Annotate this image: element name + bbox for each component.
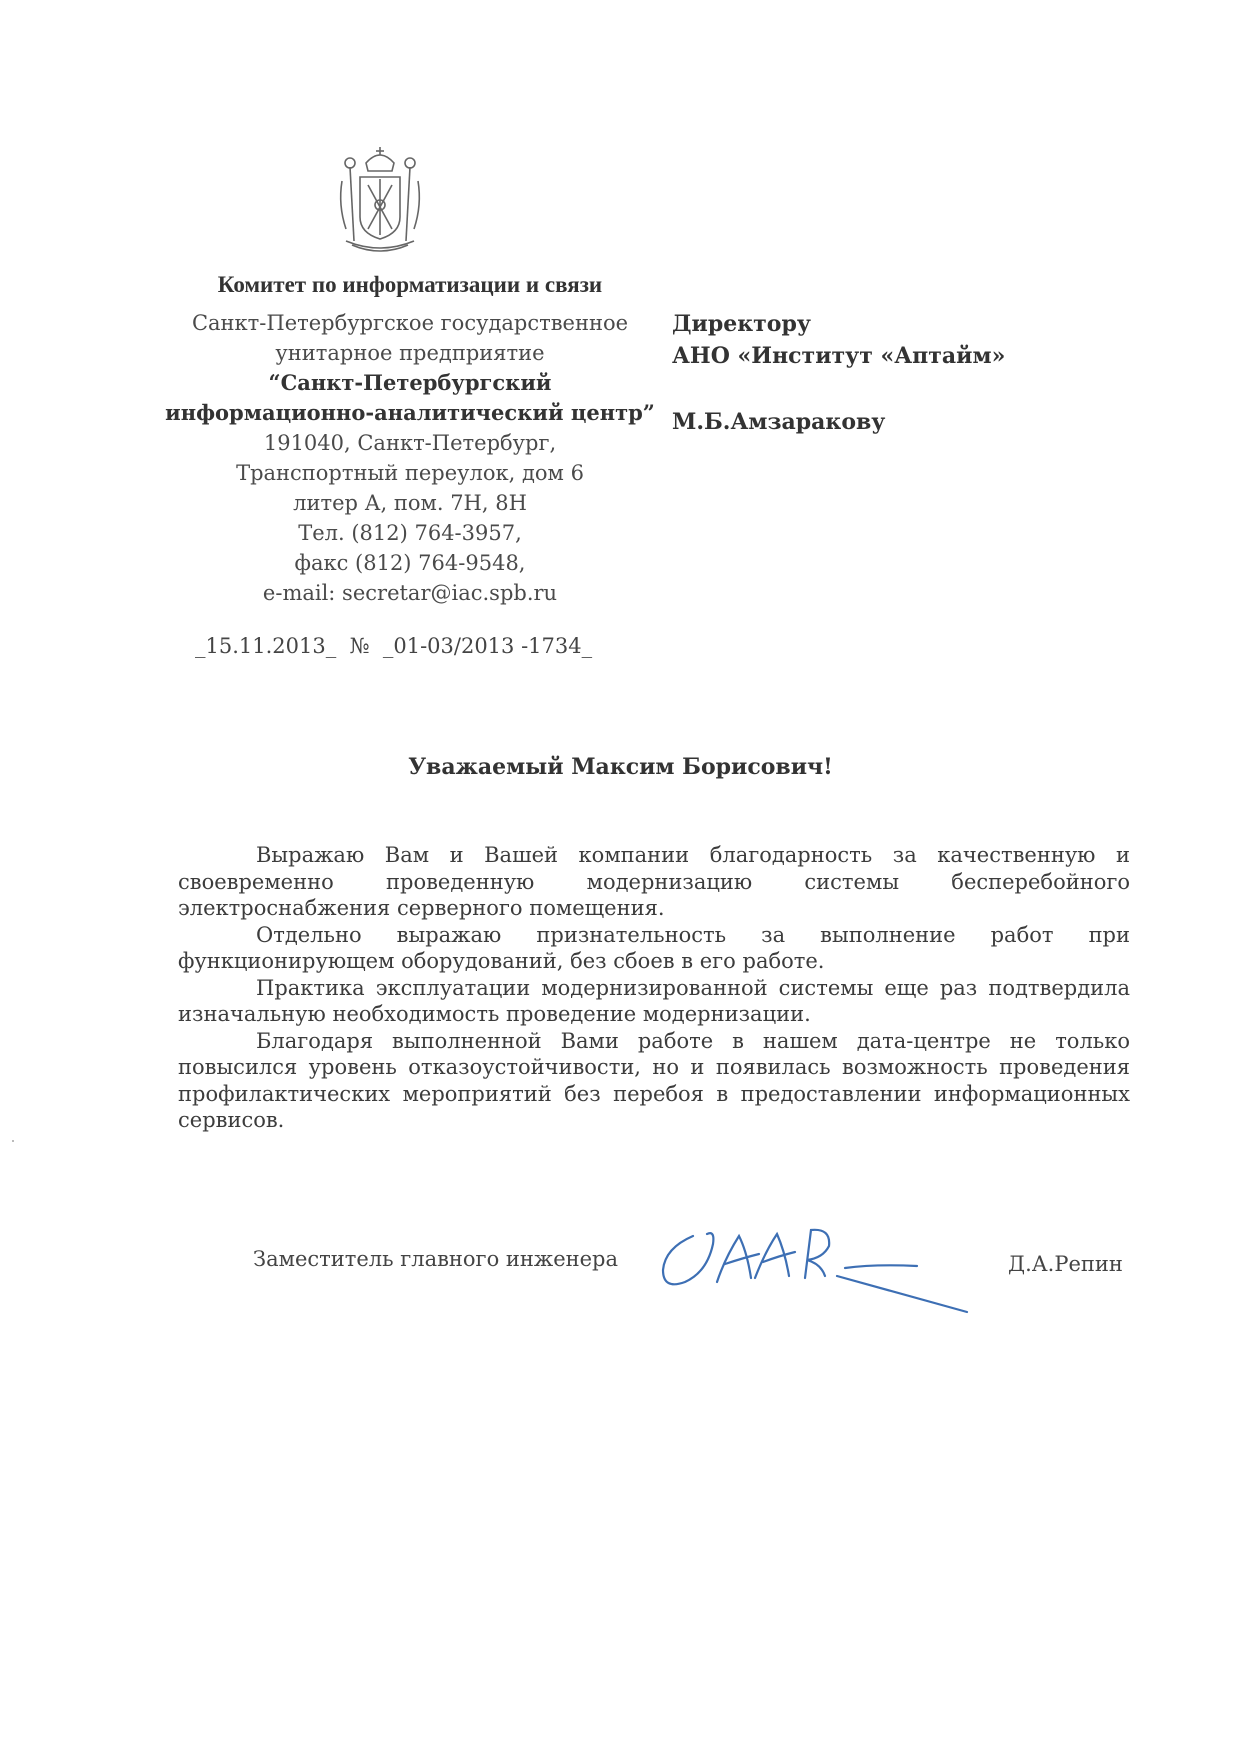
- greeting: Уважаемый Максим Борисович!: [408, 754, 833, 780]
- addressee-org: АНО «Институт «Аптайм»: [672, 343, 1006, 369]
- handwritten-signature-icon: [655, 1208, 975, 1318]
- org-line: Санкт-Петербургское государственное: [191, 311, 629, 335]
- email-line: e-mail: secretar@iac.spb.ru: [262, 581, 558, 605]
- org-line: унитарное предприятие: [275, 341, 545, 365]
- addressee-block: [672, 308, 1005, 438]
- body-paragraph: Благодаря выполненной Вами работе в нашем дата-центре не только повысился уровень отказоустойчивости, но и появилась возможность проведения профилактических мероприятий без перебоя в предоставлении информационных сервисов.: [178, 1028, 1130, 1132]
- ref-date: _15.11.2013_: [195, 634, 337, 658]
- body-paragraph: Отдельно выражаю признательность за выполнение работ при функционирующем оборудований, без сбоев в его работе.: [178, 922, 1130, 973]
- fax-line: факс (812) 764-9548,: [294, 551, 526, 575]
- reference-line: [195, 634, 592, 658]
- address-line: Транспортный переулок, дом 6: [236, 461, 584, 485]
- body-paragraph: Выражаю Вам и Вашей компании благодарность за качественную и своевременно проведенную модернизацию системы бесперебойного электроснабжения серверного помещения.: [178, 843, 1130, 920]
- signatory-position: Заместитель главного инженера: [253, 1247, 619, 1271]
- scan-speck: [12, 1140, 14, 1142]
- addressee-title: Директору: [672, 311, 811, 337]
- org-name-line: информационно-аналитический центр”: [165, 400, 655, 425]
- address-line: литер А, пом. 7Н, 8Н: [293, 491, 527, 515]
- ref-number-sign: №: [349, 634, 370, 658]
- letter-body: [178, 842, 1130, 1134]
- body-paragraph: Практика эксплуатации модернизированной системы еще раз подтвердила изначальную необходимость проведение модернизации.: [178, 975, 1130, 1026]
- org-name-line: “Санкт-Петербургский: [268, 370, 552, 395]
- phone-line: Тел. (812) 764-3957,: [298, 521, 522, 545]
- committee-name: Комитет по информатизации и связи: [217, 272, 603, 297]
- address-line: 191040, Санкт-Петербург,: [263, 431, 557, 455]
- st-petersburg-coat-of-arms-icon: [330, 145, 430, 257]
- ref-number: _01-03/2013 -1734_: [382, 634, 593, 658]
- sender-block: [150, 268, 670, 608]
- signatory-name: Д.А.Репин: [1008, 1252, 1123, 1276]
- addressee-name: М.Б.Амзаракову: [672, 409, 886, 435]
